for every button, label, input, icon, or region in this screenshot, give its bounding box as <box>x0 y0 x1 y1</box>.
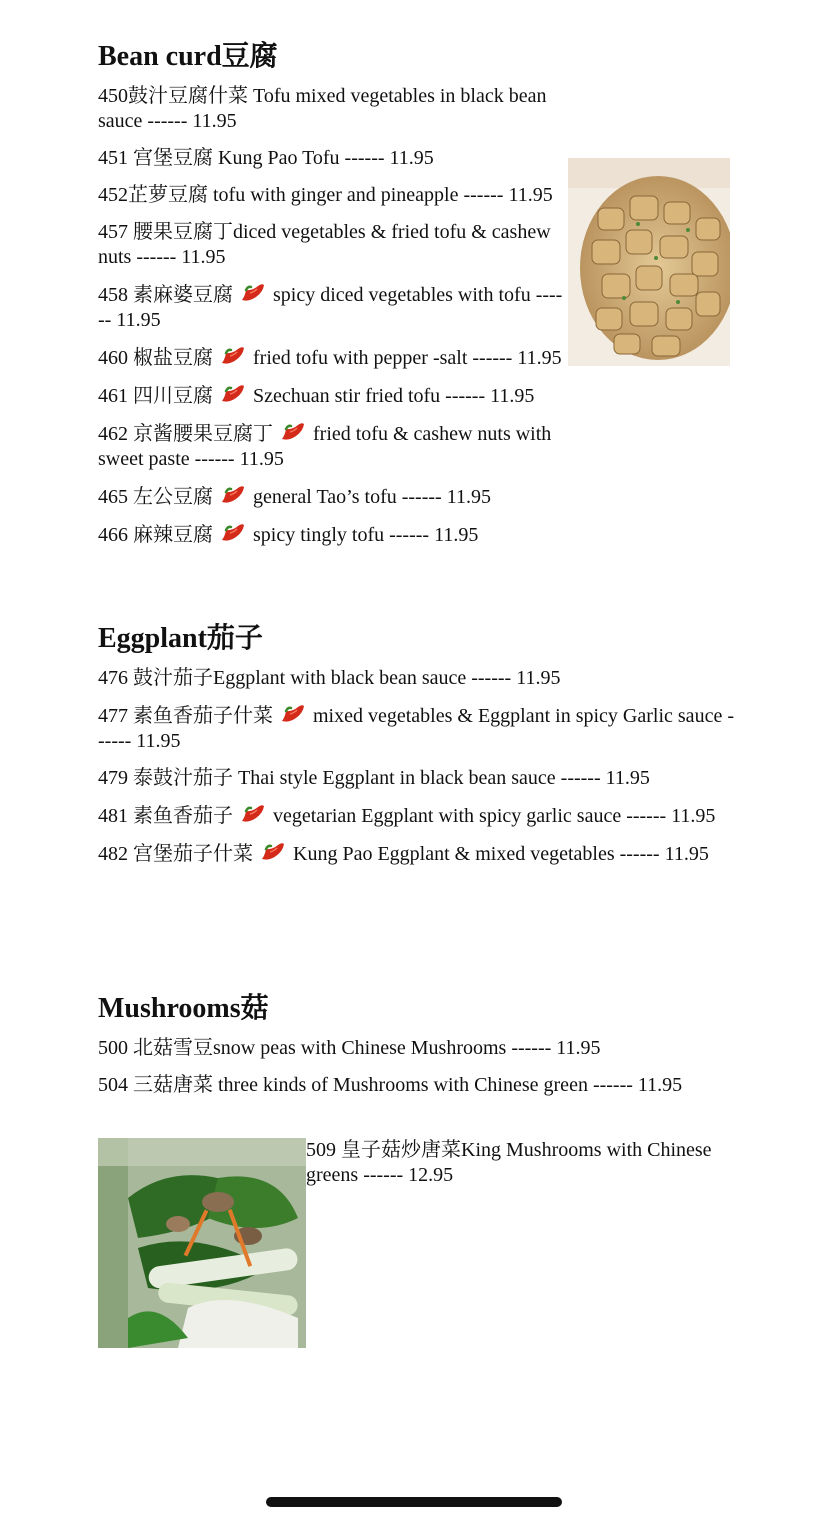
menu-item: 451 宫堡豆腐 Kung Pao Tofu ------ 11.95 <box>98 147 434 169</box>
menu-item <box>98 803 738 829</box>
menu-item <box>98 703 738 754</box>
mushrooms-section <box>98 992 738 1110</box>
section-heading: Bean curd豆腐 <box>98 41 278 72</box>
item-description: fried tofu with pepper -salt ------ 11.95 <box>253 347 562 369</box>
item-name: 482 宫堡茄子什菜 <box>98 843 253 865</box>
menu-item: 476 鼓汁茄子Eggplant with black bean sauce ------ 11.95 <box>98 667 561 689</box>
item-description: general Tao’s tofu ------ 11.95 <box>253 486 491 508</box>
item-name: 466 麻辣豆腐 <box>98 524 213 546</box>
item-description: spicy diced vegetables with tofu ------ 11.95 <box>98 284 563 331</box>
home-indicator[interactable] <box>266 1497 562 1507</box>
item-description: Szechuan stir fried tofu ------ 11.95 <box>253 385 535 407</box>
eggplant-section <box>98 622 738 879</box>
menu-item <box>98 345 568 371</box>
chili-pepper-icon <box>240 803 266 825</box>
item-name: 481 素鱼香茄子 <box>98 805 233 827</box>
chili-pepper-icon <box>280 421 306 443</box>
chili-pepper-icon <box>220 484 246 506</box>
item-description: spicy tingly tofu ------ 11.95 <box>253 524 479 546</box>
item-description: fried tofu & cashew nuts with sweet paste ------ 11.95 <box>98 423 552 470</box>
menu-item: 509 皇子菇炒唐菜King Mushrooms with Chinese greens ------ 12.95 <box>306 1139 712 1186</box>
menu-item: 500 北菇雪豆snow peas with Chinese Mushrooms ------ 11.95 <box>98 1037 601 1059</box>
item-description: vegetarian Eggplant with spicy garlic sauce ------ 11.95 <box>273 805 716 827</box>
bean-curd-section <box>98 40 568 560</box>
item-name: 458 素麻婆豆腐 <box>98 284 233 306</box>
section-heading: Mushrooms菇 <box>98 993 269 1024</box>
bean-curd-list <box>98 84 568 548</box>
chili-pepper-icon <box>220 345 246 367</box>
chili-pepper-icon <box>220 522 246 544</box>
item-name: 462 京酱腰果豆腐丁 <box>98 423 273 445</box>
greens-mushroom-photo <box>98 1138 306 1348</box>
chili-pepper-icon <box>240 282 266 304</box>
section-heading: Eggplant茄子 <box>98 623 263 654</box>
eggplant-list <box>98 666 738 867</box>
item-name: 461 四川豆腐 <box>98 385 213 407</box>
item-description: Kung Pao Eggplant & mixed vegetables ------ 11.95 <box>293 843 709 865</box>
chili-pepper-icon <box>220 383 246 405</box>
menu-item <box>98 841 738 867</box>
chili-pepper-icon <box>260 841 286 863</box>
menu-item <box>98 484 568 510</box>
menu-item <box>98 421 568 472</box>
item-name: 460 椒盐豆腐 <box>98 347 213 369</box>
chili-pepper-icon <box>280 703 306 725</box>
menu-item: 457 腰果豆腐丁diced vegetables & fried tofu & cashew nuts ------ 11.95 <box>98 221 551 268</box>
menu-item: 504 三菇唐菜 three kinds of Mushrooms with Chinese green ------ 11.95 <box>98 1074 683 1096</box>
item-description: mixed vegetables & Eggplant in spicy Garlic sauce ------ 11.95 <box>98 705 734 752</box>
menu-item: 452芷萝豆腐 tofu with ginger and pineapple ------ 11.95 <box>98 184 553 206</box>
menu-item <box>98 383 568 409</box>
menu-item: 450鼓汁豆腐什菜 Tofu mixed vegetables in black bean sauce ------ 11.95 <box>98 85 547 132</box>
menu-item <box>98 522 568 548</box>
item-name: 465 左公豆腐 <box>98 486 213 508</box>
tofu-photo <box>568 158 730 366</box>
menu-item <box>98 282 568 333</box>
item-name: 477 素鱼香茄子什菜 <box>98 705 273 727</box>
menu-item: 479 泰鼓汁茄子 Thai style Eggplant in black bean sauce ------ 11.95 <box>98 767 650 789</box>
